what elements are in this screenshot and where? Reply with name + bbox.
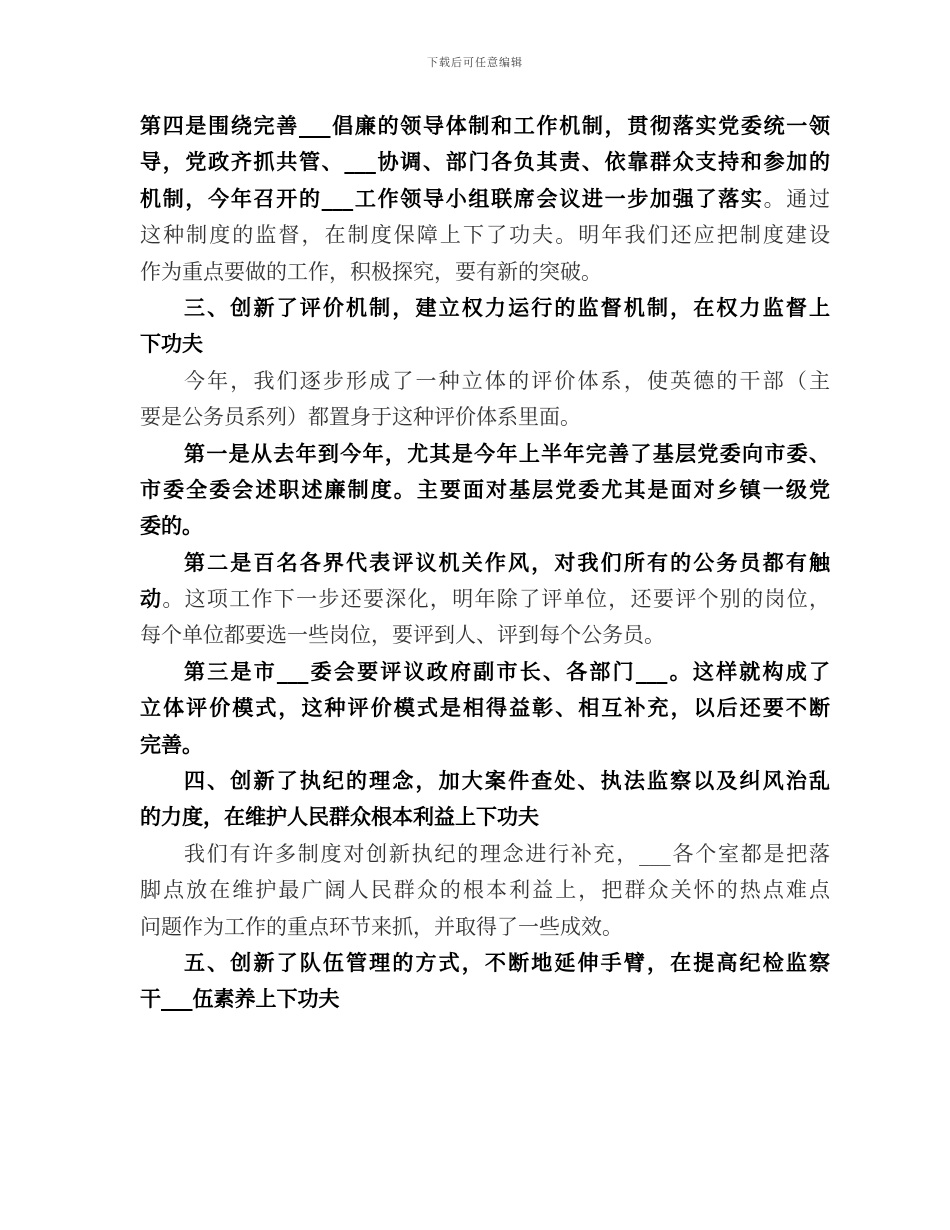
text-run: 动 — [140, 586, 163, 612]
text-line — [140, 508, 830, 544]
text-line — [140, 472, 830, 508]
text-line — [140, 690, 830, 726]
text-run: 委的。 — [140, 513, 203, 539]
text-run: 第一是从去年到今年，尤其是今年上半年完善了基层党委向市委、 — [184, 440, 830, 466]
text-run: 我们有许多制度对创新执纪的理念进行补充，___各个室都是把落 — [184, 841, 830, 866]
text-run: 。这项工作下一步还要深化，明年除了评单位，还要评个别的岗位， — [162, 587, 830, 612]
text-line — [140, 545, 830, 581]
text-run: 三、创新了评价机制，建立权力运行的监督机制，在权力监督上 — [184, 294, 830, 320]
text-run: 五、创新了队伍管理的方式，不断地延伸手臂，在提高纪检监察 — [184, 949, 830, 975]
text-line — [140, 181, 830, 217]
text-line — [140, 727, 830, 763]
text-run: 下功夫 — [140, 331, 203, 357]
text-run: 干___伍素养上下功夫 — [140, 986, 340, 1012]
text-line — [140, 254, 830, 290]
text-run: 第三是市___委会要评议政府副市长、各部门___。这样就构成了 — [184, 658, 830, 684]
text-line — [140, 363, 830, 399]
text-line — [140, 617, 830, 653]
text-run: 。通过 — [763, 186, 830, 211]
text-run: 四、创新了执纪的理念，加大案件查处、执法监察以及纠风治乱 — [184, 768, 830, 794]
section-heading-line — [140, 981, 830, 1017]
document-body — [140, 108, 830, 1018]
text-run: 的力度，在维护人民群众根本利益上下功夫 — [140, 804, 539, 830]
section-heading-line — [140, 290, 830, 326]
text-line — [140, 872, 830, 908]
text-line — [140, 217, 830, 253]
text-line — [140, 144, 830, 180]
text-run: 脚点放在维护最广阔人民群众的根本利益上，把群众关怀的热点难点 — [140, 878, 830, 903]
text-run: 每个单位都要选一些岗位，要评到人、评到每个公务员。 — [140, 623, 665, 648]
text-line — [140, 399, 830, 435]
text-run: 立体评价模式，这种评价模式是相得益彰、相互补充，以后还要不断 — [140, 695, 830, 721]
text-line — [140, 836, 830, 872]
text-line — [140, 909, 830, 945]
text-run: 机制，今年召开的___工作领导小组联席会议进一步加强了落实 — [140, 185, 764, 211]
text-run: 市委全委会述职述廉制度。主要面对基层党委尤其是面对乡镇一级党 — [140, 476, 830, 502]
text-line — [140, 581, 830, 617]
text-run: 作为重点要做的工作，积极探究，要有新的突破。 — [140, 259, 602, 284]
section-heading-line — [140, 799, 830, 835]
text-run: 第四是围绕完善___倡廉的领导体制和工作机制，贯彻落实党委统一领 — [140, 113, 830, 138]
text-run: 今年，我们逐步形成了一种立体的评价体系，使英德的干部（主 — [184, 368, 830, 393]
section-heading-line — [140, 763, 830, 799]
text-run: 导，党政齐抓共管、___协调、部门各负其责、依靠群众支持和参加的 — [140, 149, 830, 175]
section-heading-line — [140, 945, 830, 981]
text-line — [140, 654, 830, 690]
text-run: 这种制度的监督，在制度保障上下了功夫。明年我们还应把制度建设 — [140, 223, 830, 248]
text-run: 第二是百名各界代表评议机关作风，对我们所有的公务员都有触 — [184, 549, 830, 575]
section-heading-line — [140, 326, 830, 362]
text-run: 完善。 — [140, 731, 203, 757]
text-line — [140, 108, 830, 144]
text-run: 问题作为工作的重点环节来抓，并取得了一些成效。 — [140, 914, 623, 939]
text-run: 要是公务员系列）都置身于这种评价体系里面。 — [140, 405, 581, 430]
text-line — [140, 436, 830, 472]
page-header: 下载后可任意编辑 — [427, 56, 523, 69]
